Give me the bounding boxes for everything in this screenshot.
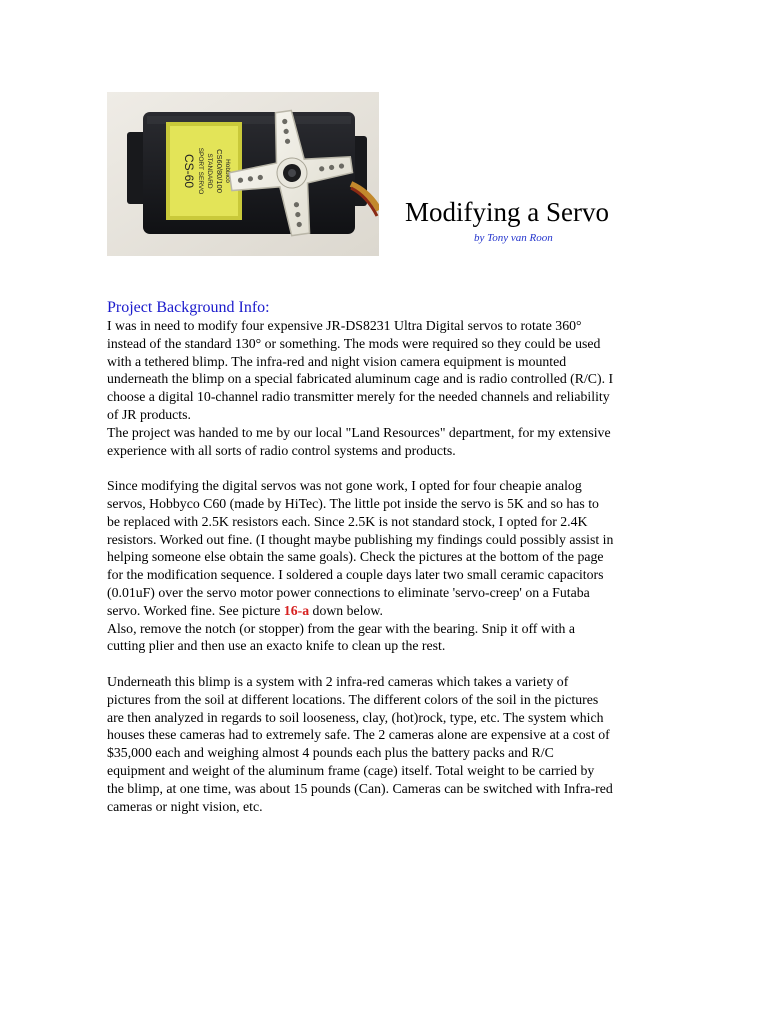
servo-photo	[107, 92, 379, 256]
body-line: (0.01uF) over the servo motor power connections to eliminate 'servo-creep' on a Futaba	[107, 584, 590, 600]
body-line: cutting plier and then use an exacto knife to clean up the rest.	[107, 638, 446, 654]
body-line: instead of the standard 130° or something. The mods were required so they could be used	[107, 335, 601, 351]
author-byline: by Tony van Roon	[474, 232, 553, 244]
body-line: be replaced with 2.5K resistors each. Since 2.5K is not standard stock, I opted for 2.4K	[107, 513, 588, 529]
body-line: are then analyzed in regards to soil looseness, clay, (hot)rock, type, etc. The system which	[107, 709, 604, 725]
page-title: Modifying a Servo	[405, 197, 609, 227]
body-line: I was in need to modify four expensive JR-DS8231 Ultra Digital servos to rotate 360°	[107, 318, 582, 333]
body-line: for the modification sequence. I soldered a couple days later two small ceramic capacitors	[107, 567, 604, 583]
body-line: choose a digital 10-channel radio transmitter merely for the needed channels and reliability	[107, 389, 610, 405]
body-line: Underneath this blimp is a system with 2 infra-red cameras which takes a variety of	[107, 673, 569, 689]
label-standard: STANDARD	[206, 153, 213, 189]
body-text-segment: down below.	[309, 602, 383, 618]
label-brand: Hobbico	[224, 159, 231, 183]
body-line: experience with all sorts of radio control systems and products.	[107, 442, 456, 458]
body-text-segment: servo. Worked fine. See picture	[107, 602, 284, 618]
body-line: pictures from the soil at different locations. The different colors of the soil in the pictures	[107, 691, 599, 707]
body-line: helping someone else obtain the same goals). Check the pictures at the bottom of the page	[107, 549, 604, 565]
body-line: houses these cameras had to extremely safe. The 2 cameras alone are expensive at a cost of	[107, 727, 610, 743]
picture-reference-link[interactable]: 16-a	[283, 602, 310, 618]
body-line: servos, Hobbyco C60 (made by HiTec). The little pot inside the servo is 5K and so has to	[107, 495, 599, 511]
section-heading: Project Background Info:	[107, 299, 270, 316]
body-line: equipment and weight of the aluminum frame (cage) itself. Total weight to be carried by	[107, 762, 595, 778]
body-line: the blimp, at one time, was about 15 pounds (Can). Cameras can be switched with Infra-red	[107, 780, 613, 796]
body-line: underneath the blimp on a special fabricated aluminum cage and is radio controlled (R/C). I	[107, 371, 614, 387]
body-line: Since modifying the digital servos was not gone work, I opted for four cheapie analog	[107, 478, 582, 494]
paragraph-gap	[107, 459, 667, 477]
label-model: CS-60	[182, 153, 196, 189]
article-body	[107, 317, 667, 815]
body-line: of JR products.	[107, 406, 191, 422]
label-model-range: CS60/80/100	[215, 149, 224, 193]
body-line-with-reference	[107, 602, 667, 620]
body-line: resistors. Worked out fine. (I thought maybe publishing my findings could possibly assist in	[107, 531, 614, 547]
body-line: Also, remove the notch (or stopper) from the gear with the bearing. Snip it off with a	[107, 620, 575, 636]
label-sport-servo: SPORT SERVO	[197, 147, 204, 195]
body-line: $35,000 each and weighing almost 4 pounds each plus the battery packs and R/C	[107, 745, 554, 761]
body-line: with a tethered blimp. The infra-red and night vision camera equipment is mounted	[107, 353, 567, 369]
paragraph-gap	[107, 655, 667, 673]
body-line: The project was handed to me by our local "Land Resources" department, for my extensive	[107, 424, 611, 440]
body-line: cameras or night vision, etc.	[107, 798, 263, 814]
